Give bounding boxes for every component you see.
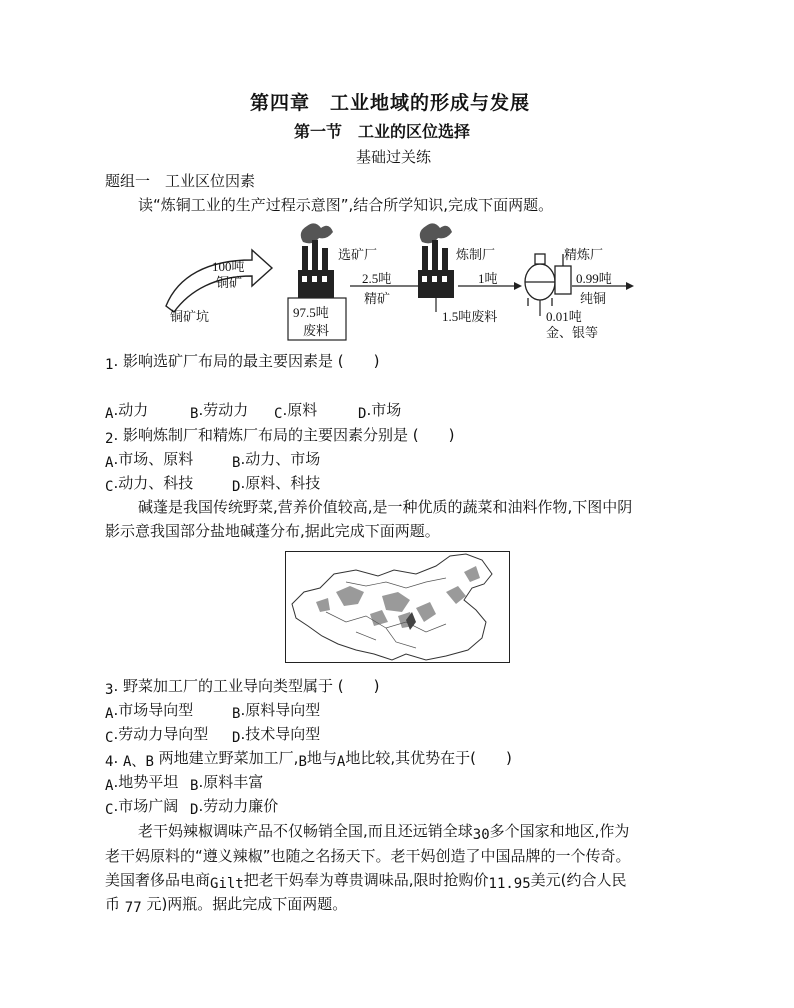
passage-2-line-1: 碱蓬是我国传统野菜,营养价值较高,是一种优质的蔬菜和油料作物,下图中阴 xyxy=(138,498,633,516)
question-2: 2. 影响炼制厂和精炼厂布局的主要因素分别是 ( ) xyxy=(105,426,455,447)
byproduct-name: 金、银等 xyxy=(546,325,599,340)
chapter-title: 第四章 工业地域的形成与发展 xyxy=(250,92,531,114)
passage-3-line-1: 老干妈辣椒调味产品不仅畅销全国,而且还远销全球30多个国家和地区,作为 xyxy=(138,822,630,843)
question-3: 3. 野菜加工厂的工业导向类型属于 ( ) xyxy=(105,677,380,698)
copper-process-diagram xyxy=(160,220,640,345)
question-1: 1. 影响选矿厂布局的最主要因素是 ( ) xyxy=(105,352,380,373)
map-graphics xyxy=(286,552,509,662)
tailings-amount: 97.5吨 xyxy=(293,305,329,320)
tailings-name: 废料 xyxy=(303,323,330,338)
question-3-option-a[interactable]: A.市场导向型 xyxy=(105,701,194,722)
ore-amount: 100吨 xyxy=(212,259,245,274)
question-3-option-b[interactable]: B.原料导向型 xyxy=(232,701,321,722)
question-1-stem: 影响选矿厂布局的最主要因素是 ( ) xyxy=(123,352,380,370)
dressing-plant-icon xyxy=(298,223,334,298)
smelter-waste: 1.5吨废料 xyxy=(442,309,498,324)
smelter-output: 1吨 xyxy=(478,271,498,286)
question-2-option-a[interactable]: A.市场、原料 xyxy=(105,450,194,471)
question-3-stem: 野菜加工厂的工业导向类型属于 ( ) xyxy=(123,677,380,695)
passage-3-line-2: 老干妈原料的“遵义辣椒”也随之名扬天下。老干妈创造了中国品牌的一个传奇。 xyxy=(105,847,631,865)
mine-pit-label: 铜矿坑 xyxy=(170,309,210,324)
refinery-label: 精炼厂 xyxy=(564,247,604,262)
concentrate-name: 精矿 xyxy=(364,291,391,306)
section-title: 第一节 工业的区位选择 xyxy=(294,122,471,141)
passage-2-line-2: 影示意我国部分盐地碱蓬分布,据此完成下面两题。 xyxy=(105,522,440,540)
china-saline-map xyxy=(285,551,510,663)
copper-name: 纯铜 xyxy=(580,291,607,306)
question-3-option-d[interactable]: D.技术导向型 xyxy=(232,725,321,746)
question-4-option-a[interactable]: A.地势平坦 xyxy=(105,773,179,794)
passage-3-line-3: 美国奢侈品电商Gilt把老干妈奉为尊贵调味品,限时抢购价11.95美元(约合人民 xyxy=(105,871,627,892)
concentrate-amount: 2.5吨 xyxy=(362,271,392,286)
question-2-option-b[interactable]: B.动力、市场 xyxy=(232,450,321,471)
question-2-option-c[interactable]: C.动力、科技 xyxy=(105,474,194,495)
smelter-label: 炼制厂 xyxy=(456,247,496,262)
copper-amount: 0.99吨 xyxy=(576,271,612,286)
question-1-option-d[interactable]: D.市场 xyxy=(358,401,402,422)
question-2-stem: 影响炼制厂和精炼厂布局的主要因素分别是 ( ) xyxy=(123,426,455,444)
exercise-label: 基础过关练 xyxy=(356,148,432,166)
byproduct-amount: 0.01吨 xyxy=(546,309,582,324)
question-1-option-c[interactable]: C.原料 xyxy=(274,401,318,422)
question-4-option-b[interactable]: B.原料丰富 xyxy=(190,773,264,794)
question-4-option-c[interactable]: C.市场广阔 xyxy=(105,797,179,818)
question-2-option-d[interactable]: D.原料、科技 xyxy=(232,474,321,495)
ore-name: 铜矿 xyxy=(216,275,243,290)
question-1-option-a[interactable]: A.动力 xyxy=(105,401,149,422)
question-4: 4. A、B 两地建立野菜加工厂,B地与A地比较,其优势在于( ) xyxy=(105,749,512,770)
question-3-option-c[interactable]: C.劳动力导向型 xyxy=(105,725,209,746)
passage-3-line-4: 币 77 元)两瓶。据此完成下面两题。 xyxy=(105,895,348,916)
smelter-icon xyxy=(418,223,454,298)
question-4-option-d[interactable]: D.劳动力廉价 xyxy=(190,797,279,818)
dressing-plant-label: 选矿厂 xyxy=(338,247,378,262)
intro-text: 读“炼铜工业的生产过程示意图”,结合所学知识,完成下面两题。 xyxy=(138,196,554,214)
group-label: 题组一 工业区位因素 xyxy=(105,172,256,190)
question-1-option-b[interactable]: B.劳动力 xyxy=(190,401,249,422)
